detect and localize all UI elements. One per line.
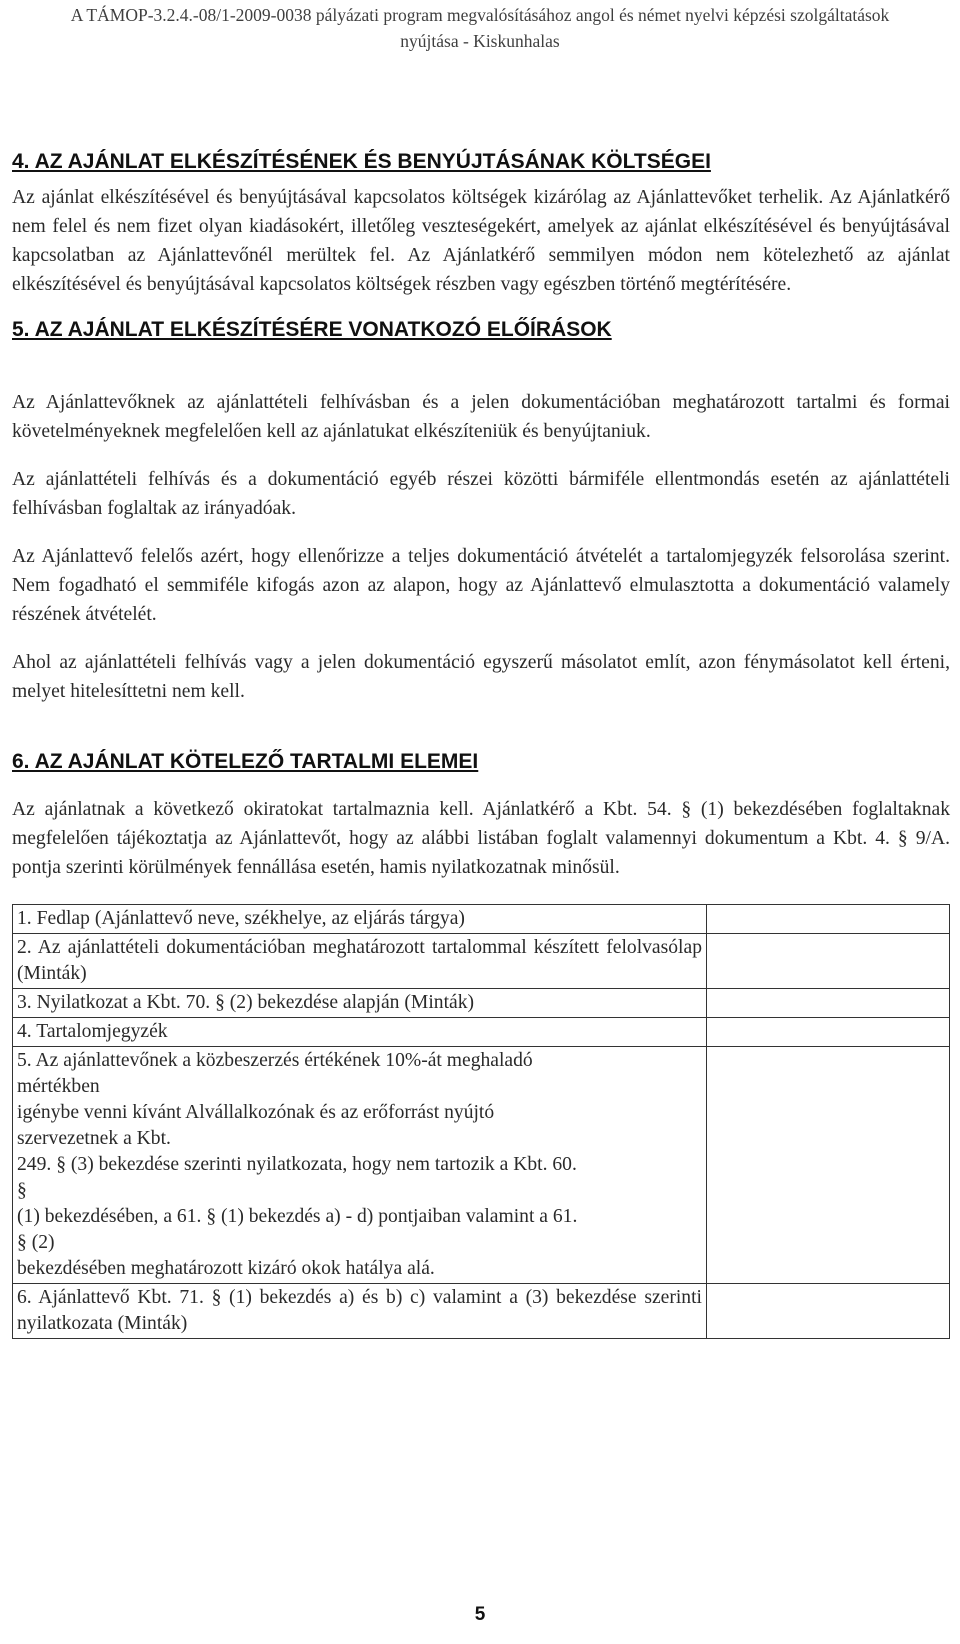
page-number: 5 bbox=[474, 1604, 486, 1625]
cell-line: § bbox=[17, 1180, 27, 1201]
cell-line: (1) bekezdésében, a 61. § (1) bekezdés a) - d) pontjaiban valamint a 61. bbox=[17, 1206, 578, 1227]
table-row bbox=[13, 934, 950, 989]
table-row bbox=[13, 1047, 950, 1284]
table-row bbox=[13, 1018, 950, 1047]
cell-line: igénybe venni kívánt Alvállalkozónak és az erőforrást nyújtó bbox=[17, 1102, 495, 1123]
section-5-paragraph-1: Az Ajánlattevőknek az ajánlattételi felhívásban és a jelen dokumentációban meghatározott tartalmi és formai követelményeknek megfelelően kell az ajánlatukat elkészíteniük és benyújtaniuk. bbox=[12, 392, 950, 442]
cell-line: mértékben bbox=[17, 1076, 100, 1097]
table-cell-empty bbox=[707, 905, 950, 934]
section-5-paragraph-3: Az Ajánlattevő felelős azért, hogy ellenőrizze a teljes dokumentáció átvételét a tartalomjegyzék felsorolása szerint. Nem fogadható el semmiféle kifogás azon az alapon, hogy az Ajánlattevő elmulasztotta a dokumentáció valamely részének átvételét. bbox=[12, 546, 950, 625]
table-cell-empty bbox=[707, 1284, 950, 1339]
cell-line: 249. § (3) bekezdése szerinti nyilatkozata, hogy nem tartozik a Kbt. 60. bbox=[17, 1154, 577, 1175]
table-row bbox=[13, 1284, 950, 1339]
section-6-title: 6. AZ AJÁNLAT KÖTELEZŐ TARTALMI ELEMEI bbox=[12, 750, 479, 773]
section-5-paragraph-2: Az ajánlattételi felhívás és a dokumentáció egyéb részei közötti bármiféle ellentmondás esetén az ajánlattételi felhívásban foglaltak az irányadóak. bbox=[12, 469, 950, 519]
header-line-2: nyújtása - Kiskunhalas bbox=[400, 31, 560, 51]
header-line-1: A TÁMOP-3.2.4.-08/1-2009-0038 pályázati program megvalósításához angol és német nyelvi képzési szolgáltatások bbox=[70, 5, 890, 25]
table-cell: 1. Fedlap (Ajánlattevő neve, székhelye, az eljárás tárgya) bbox=[13, 905, 707, 934]
table-cell: 2. Az ajánlattételi dokumentációban meghatározott tartalommal készített felolvasólap (Minták) bbox=[13, 934, 707, 989]
table-cell-empty bbox=[707, 989, 950, 1018]
table-cell-empty bbox=[707, 1018, 950, 1047]
section-5-paragraph-4: Ahol az ajánlattételi felhívás vagy a jelen dokumentáció egyszerű másolatot említ, azon fénymásolatot kell érteni, melyet hitelesíttetni nem kell. bbox=[12, 652, 950, 702]
table-cell: 6. Ajánlattevő Kbt. 71. § (1) bekezdés a) és b) c) valamint a (3) bekezdése szerinti nyilatkozata (Minták) bbox=[13, 1284, 707, 1339]
section-5-title: 5. AZ AJÁNLAT ELKÉSZÍTÉSÉRE VONATKOZÓ ELŐÍRÁSOK bbox=[12, 318, 612, 341]
page-header bbox=[0, 2, 960, 54]
table-cell: 3. Nyilatkozat a Kbt. 70. § (2) bekezdése alapján (Minták) bbox=[13, 989, 707, 1018]
table-cell-empty bbox=[707, 934, 950, 989]
table-cell-multiline bbox=[13, 1047, 707, 1284]
table-cell-empty bbox=[707, 1047, 950, 1284]
table-row bbox=[13, 905, 950, 934]
cell-line: szervezetnek a Kbt. bbox=[17, 1128, 171, 1149]
section-4-title: 4. AZ AJÁNLAT ELKÉSZÍTÉSÉNEK ÉS BENYÚJTÁSÁNAK KÖLTSÉGEI bbox=[12, 150, 711, 173]
table-row bbox=[13, 989, 950, 1018]
cell-line: § (2) bbox=[17, 1232, 55, 1253]
document-body bbox=[12, 148, 950, 1339]
section-4-paragraph: Az ajánlat elkészítésével és benyújtásával kapcsolatos költségek kizárólag az Ajánlattevőket terhelik. Az Ajánlatkérő nem felel és nem fizet olyan kiadásokért, illetőleg veszteségekért, amelyek az ajánlat elkészítésével és benyújtásával kapcsolatban az Ajánlattevőnél merültek fel. Az Ajánlatkérő semmilyen módon nem kötelezhető az ajánlat elkészítésével és benyújtásával kapcsolatos költségek részben vagy egészben történő megtérítésére. bbox=[12, 187, 950, 295]
cell-line: 5. Az ajánlattevőnek a közbeszerzés értékének 10%-át meghaladó bbox=[17, 1050, 533, 1071]
cell-line: bekezdésében meghatározott kizáró okok hatálya alá. bbox=[17, 1258, 435, 1279]
section-6-paragraph: Az ajánlatnak a következő okiratokat tartalmaznia kell. Ajánlatkérő a Kbt. 54. § (1) bekezdésében foglaltaknak megfelelően tájékoztatja az Ajánlattevőt, hogy az alábbi listában foglalt valamennyi dokumentum a Kbt. 4. § 9/A. pontja szerinti körülmények fennállása esetén, hamis nyilatkozatnak minősül. bbox=[12, 799, 950, 878]
table-cell: 4. Tartalomjegyzék bbox=[13, 1018, 707, 1047]
required-documents-table bbox=[12, 904, 950, 1339]
